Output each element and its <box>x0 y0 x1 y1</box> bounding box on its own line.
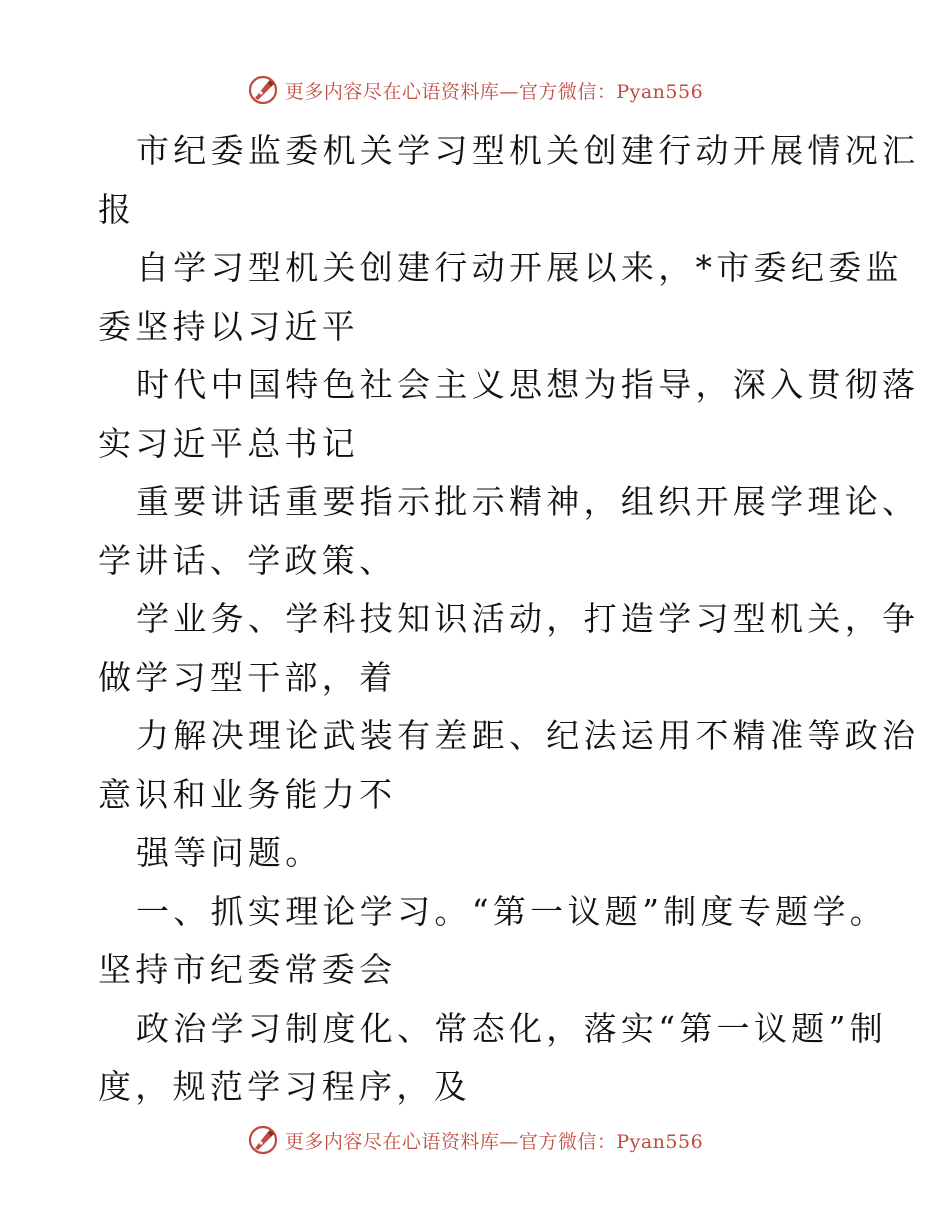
paragraph-line: 政治学习制度化、常态化，落实“第一议题”制 <box>136 1008 888 1048</box>
paragraph-line: 委坚持以习近平 <box>98 306 360 346</box>
paragraph-line: 重要讲话重要指示批示精神，组织开展学理论、 <box>136 482 920 521</box>
paragraph-line: 学讲话、学政策、 <box>98 540 397 580</box>
footer-watermark-banner <box>0 1120 950 1160</box>
pen-nib-logo-icon <box>247 74 279 106</box>
footer-watermark <box>247 1124 703 1156</box>
pen-nib-logo-icon <box>247 1124 279 1156</box>
header-watermark-banner <box>0 70 950 110</box>
paragraph-line: 学业务、学科技知识活动，打造学习型机关，争 <box>136 599 920 638</box>
paragraph-line: 坚持市纪委常委会 <box>98 950 397 989</box>
paragraph-line: 做学习型干部，着 <box>98 657 397 697</box>
paragraph-line: 力解决理论武装有差距、纪法运用不精准等政治 <box>136 716 920 755</box>
paragraph-line: 时代中国特色社会主义思想为指导，深入贯彻落 <box>136 365 920 404</box>
header-watermark <box>247 74 703 106</box>
paragraph-line: 意识和业务能力不 <box>98 774 397 814</box>
paragraph-line: 市纪委监委机关学习型机关创建行动开展情况汇 <box>136 131 920 170</box>
paragraph-line: 强等问题。 <box>136 833 323 872</box>
paragraph-line: 实习近平总书记 <box>98 423 360 463</box>
paragraph-line: 自学习型机关创建行动开展以来，*市委纪委监 <box>136 248 903 287</box>
paragraph-line: 度，规范学习程序，及 <box>98 1067 471 1106</box>
footer-watermark-text: 更多内容尽在心语资料库—官方微信：Pyan556 <box>284 1130 704 1153</box>
header-watermark-text: 更多内容尽在心语资料库—官方微信：Pyan556 <box>284 80 704 103</box>
paragraph-line: 一、抓实理论学习。“第一议题”制度专题学。 <box>136 891 888 931</box>
document-body <box>98 122 920 1117</box>
paragraph-line: 报 <box>98 189 136 229</box>
